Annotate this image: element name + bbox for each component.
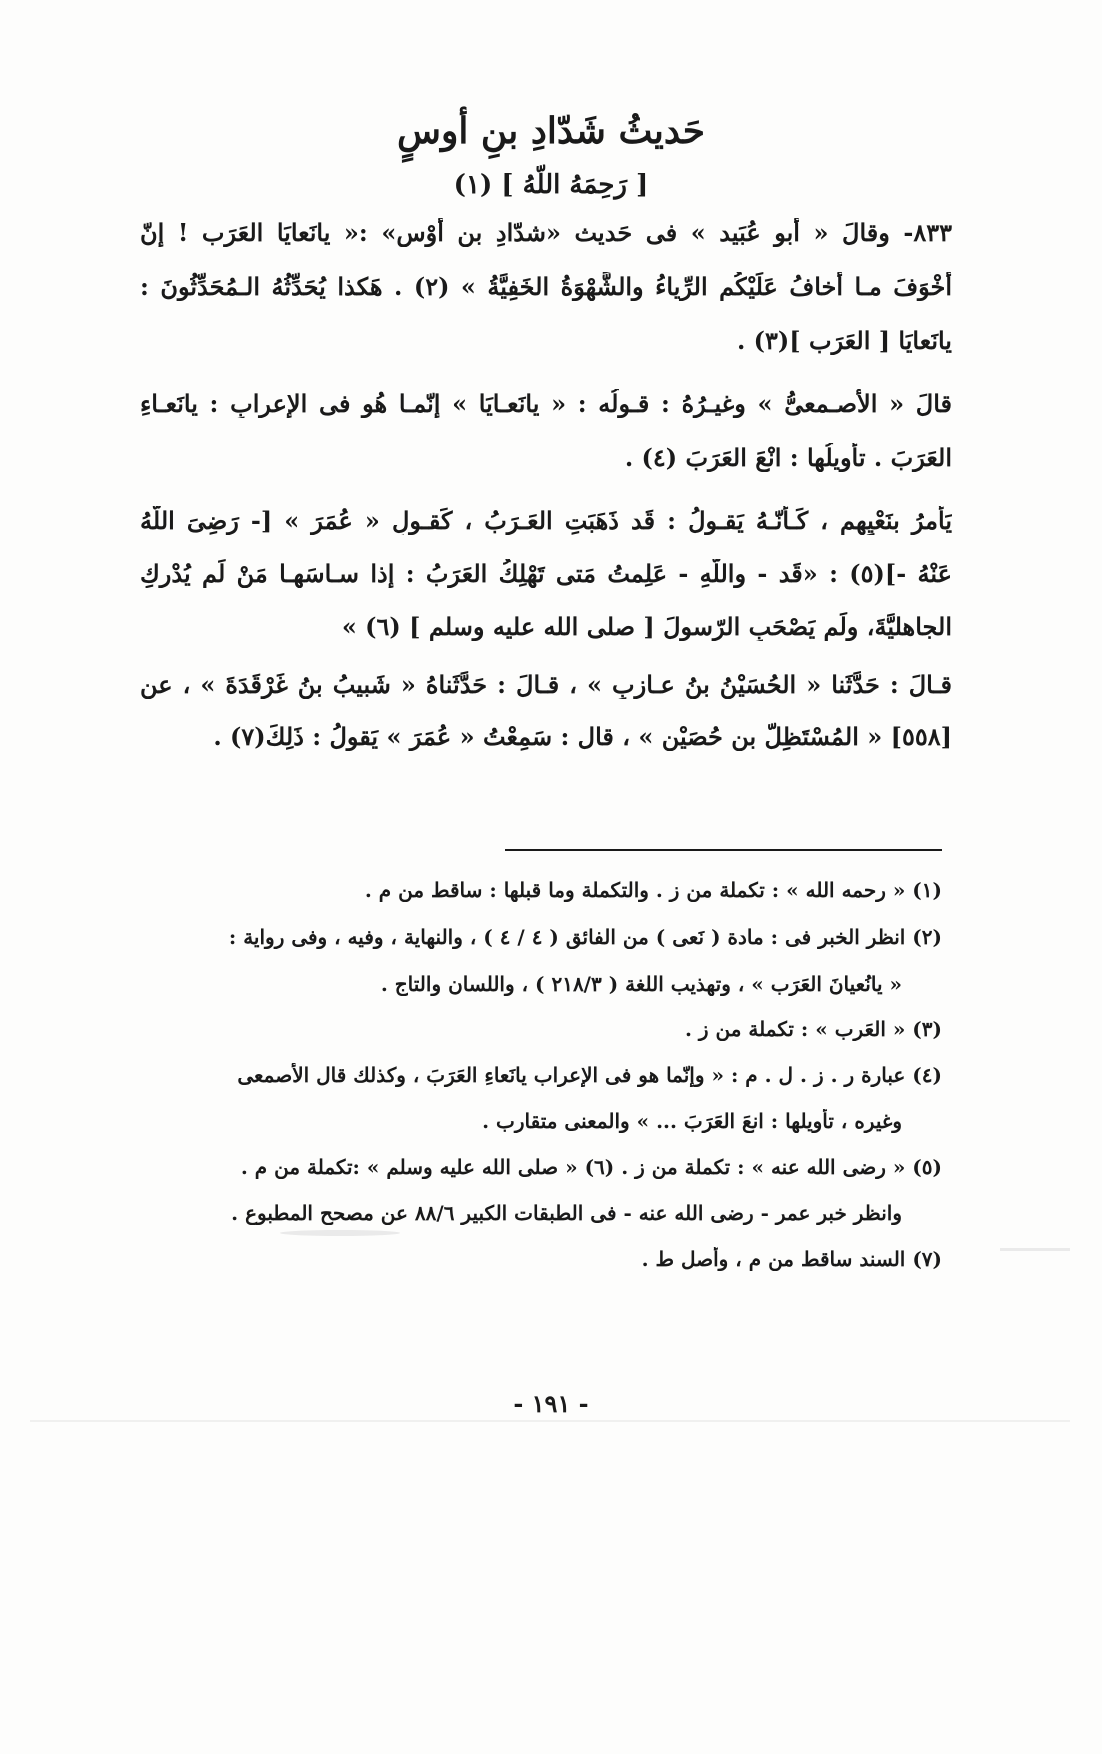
footnote-line: وغيره ، تأويلها : انعَ العَرَبَ ... » والمعنى متقارب . [482, 1109, 902, 1133]
body-line: يانَعايَا [ العَرَب ](٣) . [736, 326, 952, 355]
body-line: يَأمرُ بنَعْيِهِم ، كَـأنّـهُ يَقـولُ : قَد ذَهَبَتِ العَـرَبُ ، كَقـولِ « عُمَرَ » [- رَضِىَ اللّهُ [140, 506, 952, 535]
body-line: العَرَبَ . تأويلُها : انْعَ العَرَبَ (٤) . [624, 443, 952, 472]
body-line: قالَ « الأصـمعىُّ » وغيـرُهُ : قـولُه : « يانَعـايَا » إنّمـا هُو فى الإعرابِ : يانَعـاءِ [140, 389, 952, 418]
footnote-line: (٢) انظر الخبر فى : مادة ( نَعى ) من الفائق ( ٤ / ٤ ) ، والنهاية ، وفيه ، وفى رواية : [228, 925, 942, 949]
page-number: - ١٩١ - [513, 1389, 589, 1418]
footnote-line: (٥) « رضى الله عنه » : تكملة من ز . (٦) « صلى الله عليه وسلم » :تكملة من م . [240, 1155, 942, 1179]
scan-speck [30, 1420, 1070, 1422]
footnote-separator [505, 849, 942, 851]
footnote-line: (٧) السند ساقط من م ، وأصل ط . [641, 1247, 942, 1271]
body-line: أخْوَفَ مـا أخافُ عَلَيْكُم الرِّياءُ والشَّهْوَةُ الخَفِيَّةُ » (٢) . هَكذا يُحَدِّثُهُ الـمُحَدِّثُونَ : [140, 272, 952, 301]
body-line: قـالَ : حَدَّثَنا « الحُسَيْنُ بنُ عـازِبٍ » ، قـالَ : حَدَّثَناهُ « شَبيبُ بنُ غَرْقَدَةَ » ، عن [140, 670, 952, 699]
body-line: ٨٣٣- وقالَ « أبو عُبَيد » فى حَديث «شدّادِ بنِ أوْسٍ» :« يانَعايَا العَرَب ! إنّ [140, 218, 952, 247]
footnote-line: وانظر خبر عمر - رضى الله عنه - فى الطبقات الكبير ٨٨/٦ عن مصحح المطبوع . [231, 1201, 902, 1225]
body-line: عَنْهُ -](٥) : «قَد - واللّهِ - عَلِمتُ مَتى تَهْلِكُ العَرَبُ : إذا سـاسَهـا مَنْ لَم يُدْرِكِ [140, 559, 952, 588]
page-subtitle: [ رَحِمَهُ اللّهُ ] (١) [453, 170, 649, 200]
body-line: الجاهليَّةَ، ولَم يَصْحَبِ الرّسولَ [ صلى الله عليه وسلم ] (٦) » [341, 612, 952, 641]
footnote-line: (٤) عبارة ر . ز . ل . م : « وإنّما هو فى الإعراب يانَعاءِ العَرَبَ ، وكذلك قال الأصمعى [237, 1063, 942, 1087]
scan-speck [280, 1230, 400, 1236]
page-title: حَديثُ شَدّادِ بنِ أوسٍ [397, 110, 705, 152]
footnote-line: (٣) « العَرب » : تكملة من ز . [684, 1017, 942, 1041]
footnote-line: (١) « رحمه الله » : تكملة من ز . والتكملة وما قبلها : ساقط من م . [364, 878, 942, 902]
scan-speck [1000, 1248, 1070, 1251]
body-line: [٥٥٨] « المُسْتَظِلّ بنِ حُصَيْنٍ » ، قال : سَمِعْتُ « عُمَرَ » يَقولُ : ذَلِكَ(٧) . [213, 722, 952, 751]
footnote-line: « يانُعيانَ العَرَب » ، وتهذيب اللغة ( ٢١٨/٣ ) ، واللسان والتاج . [380, 972, 902, 996]
